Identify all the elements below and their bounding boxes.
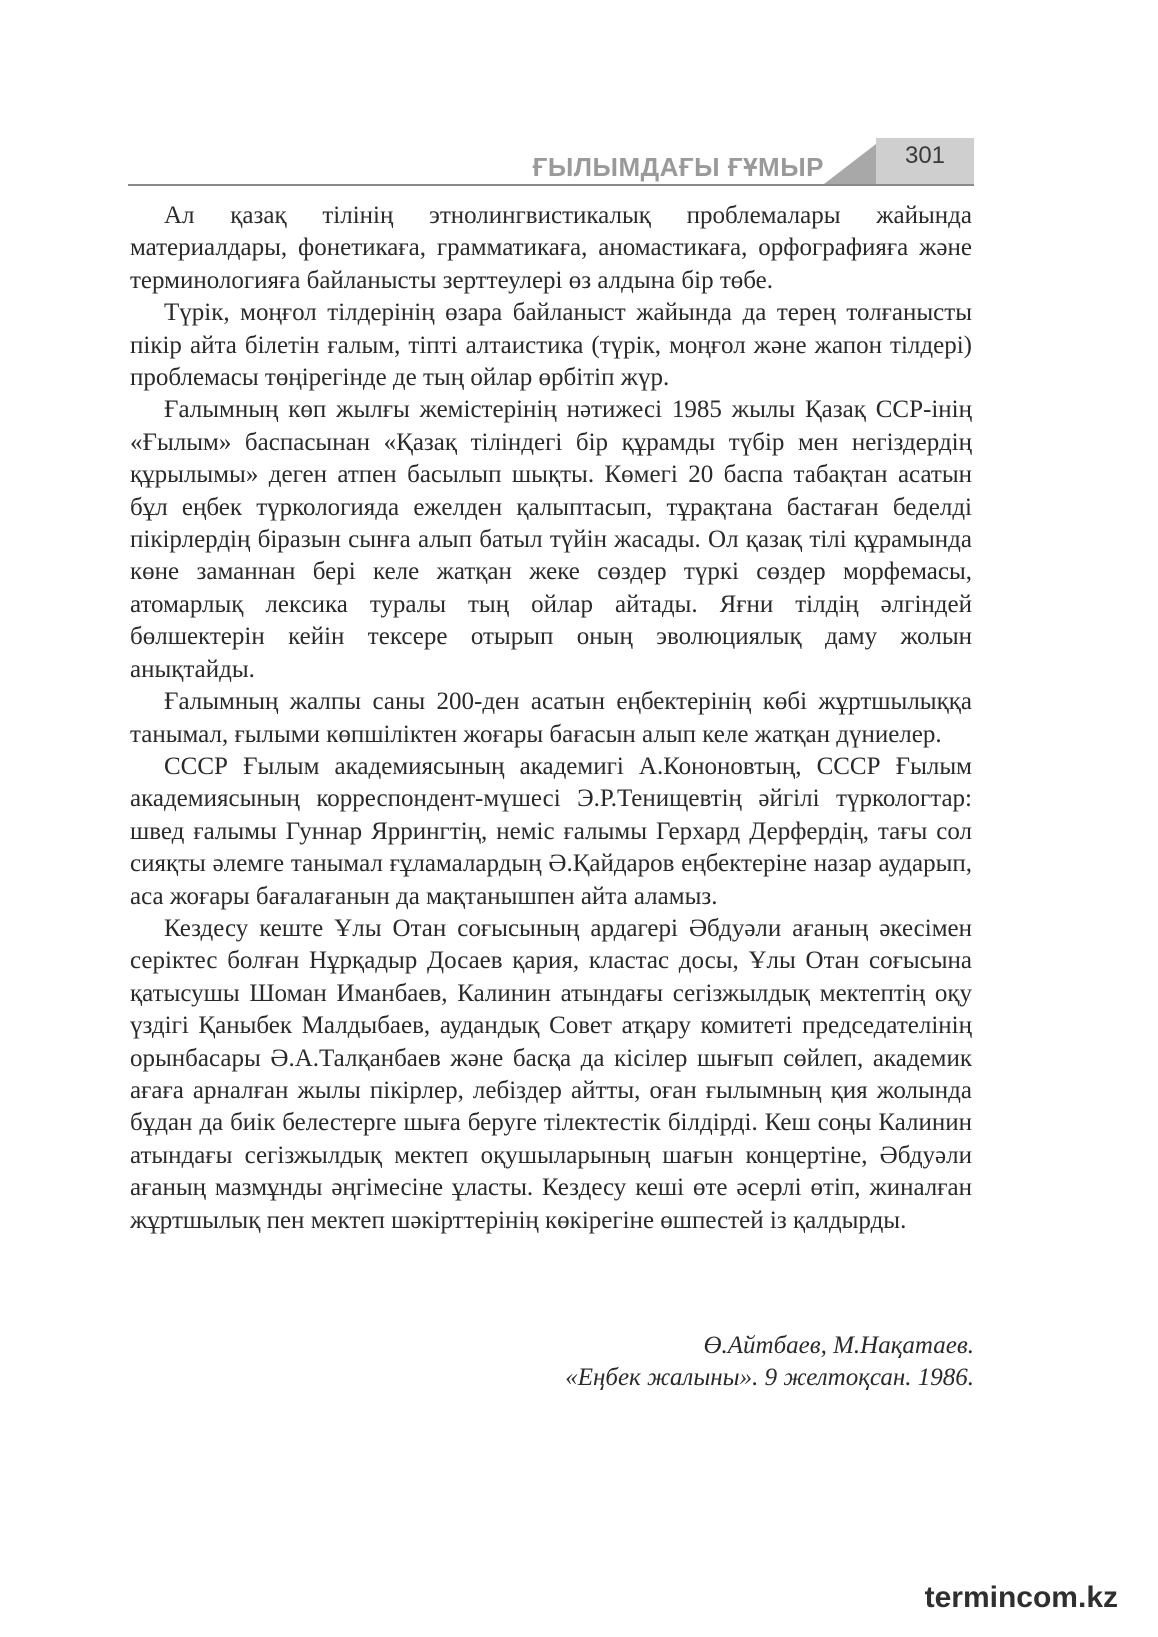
site-watermark: termincom.kz [924,1581,1118,1614]
paragraph: СССР Ғылым академиясының академигі А.Кононовтың, СССР Ғылым академиясының корреспондент-мүшесі Э.Р.Тенищевтің әйгілі түркологтар: швед ғалымы Гуннар Яррингтің, неміс ғалымы Герхард Дерфердің, тағы сол сияқты әлемге танымал ғұламалардың Ә.Қайдаров еңбектеріне назар аударып, аса жоғары бағалағанын да мақтанышпен айта аламыз. [130,752,972,910]
running-header [128,138,974,186]
header-wedge-decoration [824,144,876,184]
section-title: ҒЫЛЫМДАҒЫ ҒҰМЫР [532,152,824,182]
paragraph: Кездесу кеште Ұлы Отан соғысының ардагері Әбдуәли ағаның әкесімен серіктес болған Нұрқадыр Досаев қария, кластас досы, Ұлы Отан соғысына қатысушы Шоман Иманбаев, Калинин атындағы сегізжылдық мектептің оқу үздігі Қаныбек Малдыбаев, аудандық Совет атқару комитеті председателінің орынбасары Ә.А.Талқанбаев және басқа да кісілер шығып сөйлеп, академик ағаға арналған жылы пікірлер, лебіздер айтты, оған ғылымның қия жолында бұдан да биік белестерге шыға беруге тілектестік білдірді. Кеш соңы Калинин атындағы сегізжылдық мектеп оқушыларының шағын концертіне, Әбдуәли ағаның мазмұнды әңгімесіне ұласты. Кездесу кеші өте әсерлі өтіп, жиналған жұртшылық пен мектеп шәкірттерінің көкірегіне өшпестей із қалдырды. [130,914,972,1234]
signature-block [565,1330,974,1395]
signature-source: «Еңбек жалыны». 9 желтоқсан. 1986. [565,1364,974,1392]
paragraph: Түрік, моңғол тілдерінің өзара байланыст жайында да терең толғанысты пікір айта білетін ғалым, тіпті алтаистика (түрік, моңғол және жапон тілдері) проблемасы төңірегінде де тың ойлар өрбітіп жүр. [130,299,972,392]
article-body [130,200,972,1237]
paragraph: Ал қазақ тілінің этнолингвистикалық проблемалары жайында материалдары, фонетикаға, грамматикаға, аномастикаға, орфографияға және терминологияға байланысты зерттеулері өз алдына бір төбе. [130,202,972,294]
paragraph: Ғалымның жалпы саны 200-ден асатын еңбектерінің көбі жұртшылыққа танымал, ғылыми көпшіліктен жоғары бағасын алып келе жатқан дүниелер. [130,688,972,748]
paragraph: Ғалымның көп жылғы жемістерінің нәтижесі 1985 жылы Қазақ ССР-інің «Ғылым» баспасынан «Қазақ тіліндегі бір құрамды түбір мен негіздердің құрылымы» деген атпен басылып шықты. Көмегі 20 баспа табақтан асатын бұл еңбек түркологияда ежелден қалыптасып, тұрақтана бастаған беделді пікірлердің біразын сынға алып батыл түйін жасады. Ол қазақ тілі құрамында көне заманнан бері келе жатқан жеке сөздер түркі сөздер морфемасы, атомарлық лексика туралы тың ойлар айтады. Яғни тілдің әлгіндей бөлшектерін кейін тексере отырып оның эволюциялық даму жолын анықтайды. [130,396,972,683]
signature-authors: Ө.Айтбаев, М.Нақатаев. [703,1332,974,1359]
header-rule [128,184,974,186]
page-number: 301 [904,142,946,169]
